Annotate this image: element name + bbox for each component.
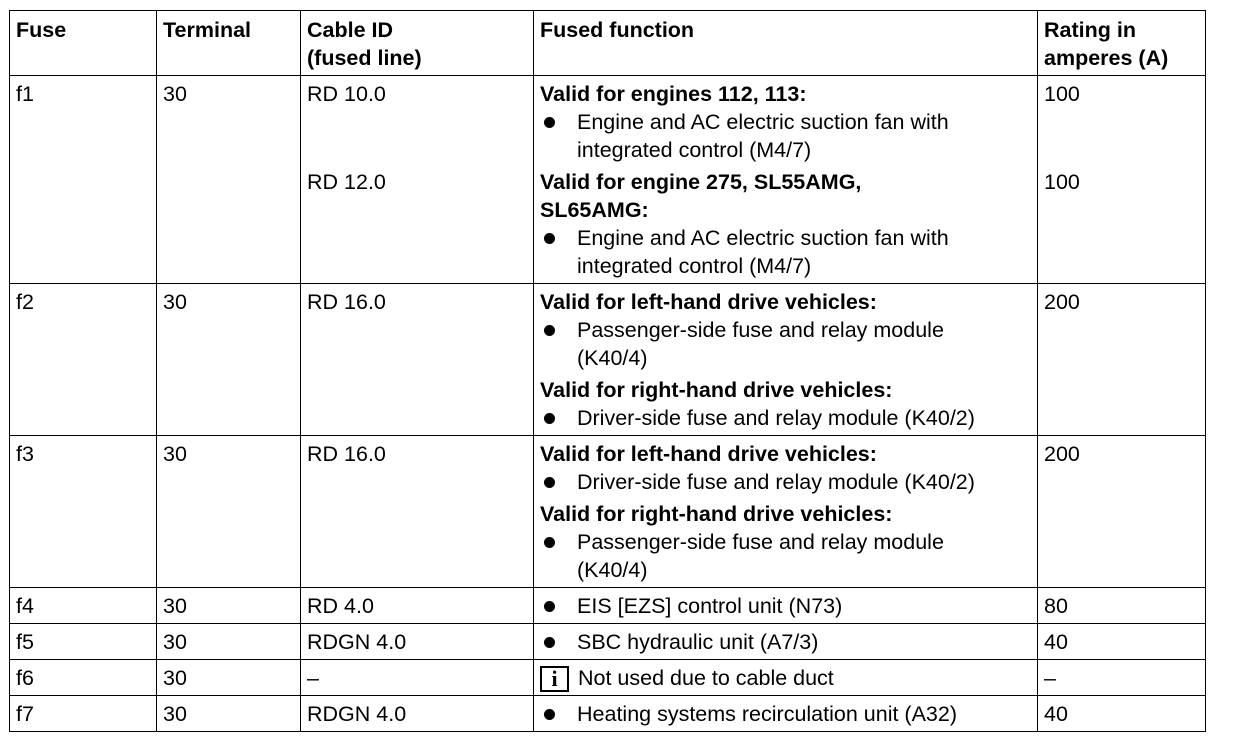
fuse-cell: f3 — [10, 436, 157, 588]
function-group — [540, 376, 1031, 432]
cable-cell: – — [301, 660, 534, 696]
rating-value: 100 — [1044, 170, 1080, 194]
header-function: Fused function — [534, 11, 1038, 76]
rating-cell: – — [1038, 660, 1206, 696]
function-item-text: EIS [EZS] control unit (N73) — [577, 594, 843, 618]
function-item-text: Passenger-side fuse and relay module (K40/4) — [577, 530, 944, 582]
info-icon: i — [540, 666, 569, 692]
bullet-icon — [544, 117, 555, 128]
rating-cell: 40 — [1038, 624, 1206, 660]
terminal-cell: 30 — [157, 624, 301, 660]
function-item — [540, 468, 1031, 496]
function-item — [540, 224, 1031, 280]
function-item-text: Driver-side fuse and relay module (K40/2) — [577, 406, 975, 430]
fuse-cell: f1 — [10, 76, 157, 284]
function-item — [540, 592, 1031, 620]
function-item — [540, 108, 1031, 164]
terminal-cell: 30 — [157, 696, 301, 732]
bullet-icon — [544, 477, 555, 488]
fuse-cell: f4 — [10, 588, 157, 624]
function-cell — [534, 588, 1038, 624]
fuse-cell: f5 — [10, 624, 157, 660]
function-item-text: Engine and AC electric suction fan with integrated control (M4/7) — [577, 110, 949, 162]
function-group — [540, 288, 1031, 372]
header-fuse: Fuse — [10, 11, 157, 76]
terminal-cell: 30 — [157, 76, 301, 284]
header-cable-id-line2: (fused line) — [307, 46, 422, 70]
function-heading: Valid for engine 275, SL55AMG, SL65AMG: — [540, 170, 862, 222]
bullet-icon — [544, 637, 555, 648]
function-heading: Valid for left-hand drive vehicles: — [540, 290, 877, 314]
function-group — [540, 168, 1031, 280]
header-rating — [1038, 11, 1206, 76]
function-cell — [534, 436, 1038, 588]
function-heading: Valid for engines 112, 113: — [540, 82, 807, 106]
header-cable-id-line1: Cable ID — [307, 18, 394, 42]
cable-cell: RDGN 4.0 — [301, 624, 534, 660]
terminal-cell: 30 — [157, 284, 301, 436]
rating-cell — [1038, 76, 1206, 284]
function-note-text: Not used due to cable duct — [578, 666, 834, 690]
function-heading: Valid for left-hand drive vehicles: — [540, 442, 877, 466]
function-cell — [534, 624, 1038, 660]
function-note — [540, 664, 1031, 692]
function-item-text: Heating systems recirculation unit (A32) — [577, 702, 957, 726]
function-item — [540, 316, 1031, 372]
header-cable-id — [301, 11, 534, 76]
bullet-icon — [544, 709, 555, 720]
function-item-text: Engine and AC electric suction fan with integrated control (M4/7) — [577, 226, 949, 278]
rating-cell: 200 — [1038, 436, 1206, 588]
function-cell — [534, 76, 1038, 284]
terminal-cell: 30 — [157, 588, 301, 624]
cable-value: RD 12.0 — [307, 170, 386, 194]
cable-value: RD 10.0 — [307, 82, 386, 106]
cable-cell — [301, 76, 534, 284]
function-item-text: SBC hydraulic unit (A7/3) — [577, 630, 819, 654]
function-heading: Valid for right-hand drive vehicles: — [540, 378, 893, 402]
table-row-f2 — [10, 284, 1206, 436]
terminal-cell: 30 — [157, 436, 301, 588]
bullet-icon — [544, 537, 555, 548]
bullet-icon — [544, 233, 555, 244]
function-group — [540, 440, 1031, 496]
bullet-icon — [544, 413, 555, 424]
cable-cell: RD 16.0 — [301, 436, 534, 588]
function-item-text: Passenger-side fuse and relay module (K40/4) — [577, 318, 944, 370]
table-row-f7 — [10, 696, 1206, 732]
bullet-icon — [544, 601, 555, 612]
fuse-cell: f6 — [10, 660, 157, 696]
header-rating-line1: Rating in — [1044, 18, 1136, 42]
cable-cell: RD 16.0 — [301, 284, 534, 436]
terminal-cell: 30 — [157, 660, 301, 696]
function-item-text: Driver-side fuse and relay module (K40/2) — [577, 470, 975, 494]
header-rating-line2: amperes (A) — [1044, 46, 1169, 70]
cable-cell: RDGN 4.0 — [301, 696, 534, 732]
table-row-f6 — [10, 660, 1206, 696]
rating-value: 100 — [1044, 82, 1080, 106]
rating-cell: 80 — [1038, 588, 1206, 624]
fuse-table — [9, 10, 1206, 732]
table-row-f3 — [10, 436, 1206, 588]
cable-cell: RD 4.0 — [301, 588, 534, 624]
function-item — [540, 628, 1031, 656]
fuse-cell: f2 — [10, 284, 157, 436]
bullet-icon — [544, 325, 555, 336]
function-cell — [534, 660, 1038, 696]
table-row-f4 — [10, 588, 1206, 624]
table-row-f1 — [10, 76, 1206, 284]
rating-cell: 40 — [1038, 696, 1206, 732]
header-row — [10, 11, 1206, 76]
function-item — [540, 404, 1031, 432]
function-heading: Valid for right-hand drive vehicles: — [540, 502, 893, 526]
header-terminal: Terminal — [157, 11, 301, 76]
fuse-cell: f7 — [10, 696, 157, 732]
function-item — [540, 700, 1031, 728]
rating-cell: 200 — [1038, 284, 1206, 436]
function-cell — [534, 284, 1038, 436]
function-group — [540, 500, 1031, 584]
function-item — [540, 528, 1031, 584]
function-group — [540, 80, 1031, 164]
function-cell — [534, 696, 1038, 732]
table-row-f5 — [10, 624, 1206, 660]
